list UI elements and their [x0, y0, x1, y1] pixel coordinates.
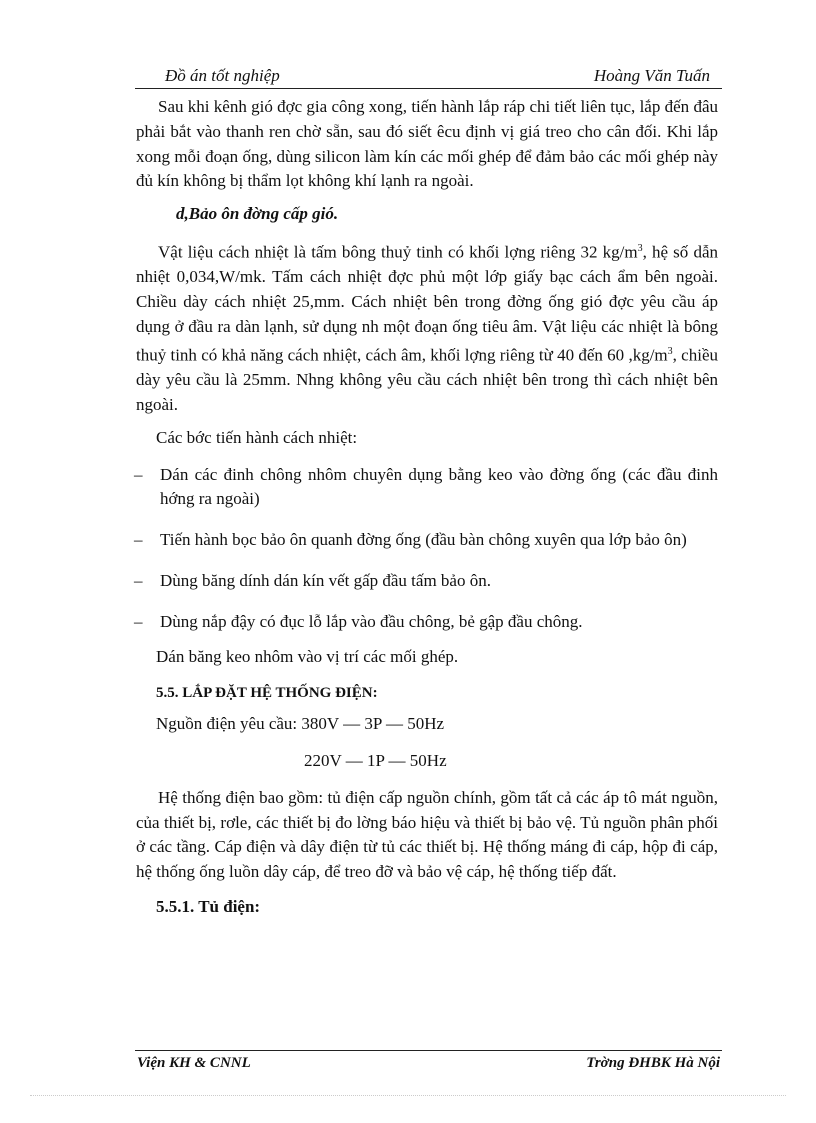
list-item-text: Tiến hành bọc bảo ôn quanh đờng ống (đầu bàn chông xuyên qua lớp bảo ôn) — [160, 530, 687, 550]
paragraph-text: Vật liệu cách nhiệt là tấm bông thuỷ tinh có khối lợng riêng 32 kg/m — [158, 242, 638, 262]
page-footer — [135, 1050, 722, 1075]
power-line-2: 220V — 1P — 50Hz — [304, 751, 447, 771]
header-author: Hoàng Văn Tuấn — [593, 66, 710, 85]
list-item-text: Dùng nắp đậy có đục lỗ lắp vào đầu chông, bẻ gập đầu chông. — [160, 611, 583, 631]
paragraph-text: , hệ số dẫn nhiệt 0,034,W/mk. Tấm cách nhiệt đợc phủ một lớp giấy bạc cách ẩm bên ngoài. Chiều dày cách nhiệt 25,mm. Cách nhiệt bên trong đờng ống gió đợc yêu cầu áp dụng ở đầu ra dàn lạnh, sử dụng nh một đoạn ống tiêu âm. Vật liệu các nhiệt là bông thuỷ tinh có khả năng cách nhiệt, cách âm, khối lợng riêng từ 40 đến 60 ,kg/m — [136, 242, 718, 365]
subheading-insulation: d,Bảo ôn đờng cấp gió. — [176, 204, 339, 224]
page-header — [135, 64, 722, 89]
paragraph-assembly: Sau khi kênh gió đợc gia công xong, tiến hành lắp ráp chi tiết liên tục, lắp đến đâu phải bắt vào thanh ren chờ sẵn, sau đó siết êcu định vị giá treo cho cân đối. Khi lắp xong mỗi đoạn ống, dùng silicon làm kín các mối ghép để đảm bảo các mối ghép này đủ kín không bị thẩm lọt không khí lạnh ra ngoài. — [136, 97, 718, 191]
page-body — [136, 95, 718, 920]
list-item-text: Dùng băng dính dán kín vết gấp đầu tấm bảo ôn. — [160, 571, 491, 591]
paragraph-text: , chiều dày yêu cầu là 25mm. Nhng không yêu cầu cách nhiệt bên trong thì cách nhiệt bên ngoài. — [136, 345, 718, 415]
footer-university: Trờng ĐHBK Hà Nội — [586, 1055, 720, 1071]
footer-institute: Viện KH & CNNL — [137, 1055, 251, 1071]
dash-bullet: – — [134, 611, 143, 631]
list-item — [136, 569, 718, 594]
dash-bullet: – — [134, 530, 143, 550]
superscript: 3 — [637, 242, 643, 254]
list-item — [136, 528, 718, 553]
list-item-text: Dán các đinh chông nhôm chuyên dụng bằng keo vào đờng ống (các đầu đinh hớng ra ngoài) — [160, 464, 718, 509]
header-left-title: Đồ án tốt nghiệp — [165, 66, 280, 85]
dash-bullet: – — [134, 571, 143, 591]
subsection-heading: 5.5.1. Tủ điện: — [156, 897, 261, 917]
paragraph-electrical-system: Hệ thống điện bao gồm: tủ điện cấp nguồn chính, gồm tất cả các áp tô mát nguồn, của thiết bị, rơle, các thiết bị đo lờng báo hiệu và thiết bị bảo vệ. Tủ nguồn phân phối ở các tầng. Cáp điện và dây điện từ tủ các thiết bị. Hệ thống máng đi cáp, hộp đi cáp, hệ thống ống luồn dây cáp, để treo đỡ và bảo vệ cáp, hệ thống tiếp đất. — [136, 787, 718, 882]
power-line-1: Nguồn điện yêu cầu: 380V — 3P — 50Hz — [156, 714, 445, 734]
dash-bullet: – — [134, 464, 143, 484]
steps-intro: Các bớc tiến hành cách nhiệt: — [156, 427, 358, 447]
list-item — [136, 463, 718, 513]
section-heading: 5.5. LẮP ĐẶT HỆ THỐNG ĐIỆN: — [156, 685, 378, 702]
list-item — [136, 610, 718, 635]
superscript: 3 — [667, 345, 673, 357]
paragraph-insulation-material — [136, 237, 718, 418]
bottom-dotted-divider — [30, 1095, 786, 1096]
after-bullets-text: Dán băng keo nhôm vào vị trí các mối ghép. — [156, 646, 459, 666]
